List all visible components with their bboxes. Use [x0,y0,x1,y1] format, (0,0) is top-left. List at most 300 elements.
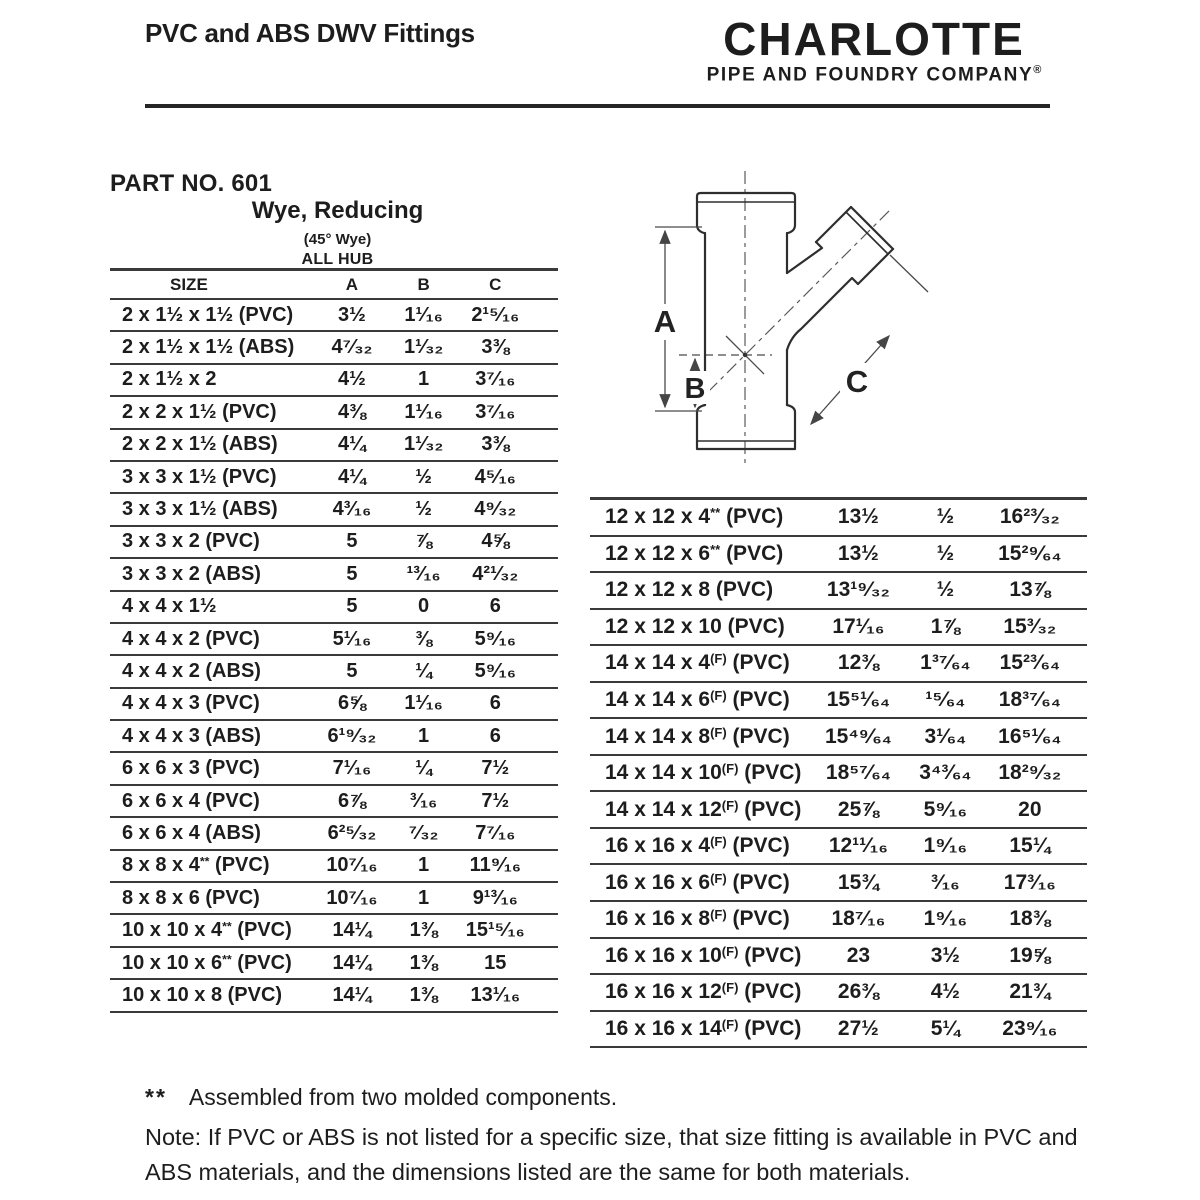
size-text: 4 x 4 x 1½ [122,595,217,618]
table-body-right [590,500,1087,1048]
size-text: 3 x 3 x 2 [122,530,200,553]
table-header-row [110,271,558,300]
dim-c-cell: 3⁷⁄₁₆ [475,400,516,423]
part-hub-note: ALL HUB [301,251,374,268]
size-cell [110,790,316,813]
table-row [110,980,558,1012]
dim-a-cell: 6⅝ [338,692,366,715]
size-material: (PVC) [726,834,790,858]
dim-a-cell: 4½ [338,368,366,391]
dim-a-cell: 26⅜ [837,980,879,1004]
dim-a-cell: 15⁵¹⁄₆₄ [826,688,890,711]
size-cell [590,944,814,968]
dim-c-cell: 15¹⁵⁄₁₆ [465,919,525,942]
size-material: (PVC) [726,870,790,894]
table-row [110,397,558,429]
size-cell [110,854,316,877]
size-material: (PVC) [738,980,802,1004]
dim-c-cell: 18⅜ [1009,907,1051,931]
size-footnote-marker: (F) [710,834,727,850]
dim-b-cell: 1⅜ [409,919,438,942]
brand-tagline [698,64,1050,86]
size-text: 3 x 3 x 2 [122,562,200,585]
table-body-left [110,300,558,1013]
size-cell [590,725,814,749]
table-row [590,610,1087,647]
size-cell [110,304,316,327]
dim-a-cell: 4⅜ [338,400,366,423]
table-row [110,915,558,947]
size-footnote-marker: (F) [710,724,727,740]
size-cell [110,952,316,975]
size-cell [110,595,316,618]
size-cell [590,798,814,822]
size-text: 14 x 14 x 8 [605,724,711,748]
dim-c-cell: 5⁹⁄₁₆ [474,659,516,682]
size-text: 8 x 8 x 4 [122,854,200,877]
size-cell [110,887,316,910]
size-material: (ABS) [233,336,295,359]
table-row [590,792,1087,829]
table-row [590,829,1087,866]
dim-b-cell: 1⅜ [409,951,438,974]
dim-c-cell: 3⅜ [481,433,510,456]
size-material: (PVC) [231,919,292,942]
size-text: 2 x 1½ x 1½ [122,336,234,359]
table-row [590,975,1087,1012]
table-row [110,430,558,462]
dim-b-cell: 5⁹⁄₁₆ [923,797,968,821]
table-row [110,494,558,526]
dim-c-cell: 6 [489,692,501,715]
size-text: 2 x 1½ x 1½ [122,303,234,326]
size-material: (PVC) [199,789,260,812]
size-footnote-marker: (F) [710,651,727,667]
center-crosshair [679,336,772,374]
dim-a-cell: 23 [846,943,871,967]
dim-c-cell: 18²⁹⁄₃₂ [998,761,1062,785]
dim-a-cell: 13½ [837,505,879,529]
dim-c-cell: 16⁵¹⁄₆₄ [998,724,1062,748]
column-header-size: SIZE [170,274,208,294]
dim-a-cell: 5¹⁄₁₆ [332,627,372,650]
brand-tagline-text: PIPE AND FOUNDRY COMPANY [706,64,1034,86]
size-cell [590,1017,814,1041]
size-text: 16 x 16 x 4 [605,834,711,858]
dim-c-cell: 4²¹⁄₃₂ [472,562,519,585]
dim-b-cell: ³⁄₁₆ [930,870,960,894]
dim-b-cell: 1⅞ [930,614,960,638]
dim-b-cell: ⅜ [415,627,432,650]
dim-a-cell: 12⅜ [837,651,879,675]
size-text: 8 x 8 x 6 [122,886,200,909]
dim-a-cell: 5 [346,530,358,553]
size-cell [590,578,814,602]
dim-c-cell: 20 [1018,797,1042,821]
size-cell [110,530,316,553]
table-row [590,719,1087,756]
dim-b-cell: 1 [418,368,430,391]
size-material: (PVC) [738,1016,802,1040]
dim-b-cell: 1⅜ [409,983,438,1006]
size-text: 12 x 12 x 6 [605,541,711,565]
part-heading [205,197,470,269]
size-material: (PVC) [199,692,260,715]
size-footnote-marker: (F) [721,1017,739,1033]
size-text: 14 x 14 x 10 [605,761,722,785]
dim-a-cell: 17¹⁄₁₆ [832,614,885,638]
size-cell [110,336,316,359]
dim-a-cell: 13¹⁹⁄₃₂ [826,578,890,602]
header-rule [145,104,1050,108]
table-row [590,573,1087,610]
size-cell [590,907,814,931]
size-cell [110,725,316,748]
size-cell [590,980,814,1004]
size-material: (ABS) [199,724,261,747]
size-material: (PVC) [738,761,802,785]
dim-label-b: B [684,373,706,405]
dim-b-cell: ½ [415,465,432,488]
size-material: (PVC) [231,951,292,974]
dim-c-cell: 16²³⁄₃₂ [999,505,1060,529]
table-row [590,537,1087,574]
size-text: 14 x 14 x 6 [605,688,711,711]
dim-a-cell: 6¹⁹⁄₃₂ [327,724,377,747]
dim-a-cell: 4¼ [338,465,366,488]
size-footnote-marker: (F) [721,943,739,959]
dim-c-cell: 11⁹⁄₁₆ [469,854,521,877]
dim-c-cell: 15 [484,951,507,974]
size-cell [590,761,814,785]
table-row [590,939,1087,976]
size-text: 4 x 4 x 3 [122,724,200,747]
size-material: (PVC) [726,724,790,748]
dim-b-cell: ½ [415,498,432,521]
size-cell [110,563,316,586]
dim-c-cell: 7½ [481,789,510,812]
size-material: (PVC) [199,757,260,780]
dim-a-cell: 14¼ [332,951,372,974]
dim-a-cell: 15⁴⁹⁄₆₄ [824,724,892,748]
table-row [110,851,558,883]
size-material: (ABS) [199,821,261,844]
company-logo [698,13,1050,86]
dim-c-cell: 18³⁷⁄₆₄ [998,688,1061,711]
dim-a-cell: 14¼ [332,983,372,1006]
size-footnote-marker: (F) [721,761,739,777]
note-text: Note: If PVC or ABS is not listed for a specific size, that size fitting is available in PVC and ABS materials, and the dimensions listed are the same for both materials. [145,1124,1078,1186]
size-text: 6 x 6 x 4 [122,821,200,844]
dim-b-cell: 1¹⁄₁₆ [404,400,443,423]
dim-b-cell: 1¹⁄₃₂ [403,336,444,359]
size-material: (PVC) [726,688,790,711]
size-cell [590,505,814,529]
dim-c-cell: 15³⁄₃₂ [1003,614,1057,638]
size-material: (PVC) [726,907,790,931]
part-subtitle: (45° Wye) [303,231,372,248]
dim-c-cell: 5⁹⁄₁₆ [474,627,516,650]
part-number: PART NO. 601 [110,170,272,197]
table-row [110,786,558,818]
dim-b-cell: ½ [936,505,955,529]
size-material: (PVC) [216,465,277,488]
dim-c-cell: 4⁵⁄₁₆ [474,465,516,488]
page-title: PVC and ABS DWV Fittings [145,18,475,48]
dim-a-cell: 18⁵⁷⁄₆₄ [825,761,891,785]
table-row [590,865,1087,902]
table-row [590,646,1087,683]
fitting-outline [697,193,893,449]
size-material: (PVC) [720,505,784,529]
size-material: (ABS) [216,498,278,521]
dim-b-cell: 3¹⁄₆₄ [924,724,967,748]
column-header-b: B [417,274,430,294]
table-row [110,656,558,688]
size-text: 6 x 6 x 3 [122,757,200,780]
dim-b-cell: ³⁄₁₆ [409,789,438,812]
size-text: 2 x 2 x 1½ [122,400,217,423]
dim-a-cell: 6²⁵⁄₃₂ [327,821,377,844]
table-row [110,721,558,753]
size-material: (ABS) [216,433,278,456]
dim-b-cell: 1¹⁄₁₆ [404,692,443,715]
size-material: (PVC) [233,303,294,326]
size-text: 16 x 16 x 10 [605,943,722,967]
dim-b-cell: 1 [418,854,430,877]
dim-a-cell: 13½ [837,541,879,565]
table-row [110,365,558,397]
size-material: (PVC) [222,983,283,1006]
size-material: (PVC) [726,651,790,675]
dim-b-cell: 1⁹⁄₁₆ [923,907,968,931]
size-footnote-marker: ** [710,505,721,521]
dimension-table-left [110,268,558,1013]
size-footnote-marker: ** [222,919,232,934]
dim-a-cell: 12¹¹⁄₁₆ [828,834,888,858]
size-footnote-marker: ** [710,541,721,557]
size-text: 6 x 6 x 4 [122,789,200,812]
size-material: (PVC) [199,627,260,650]
size-text: 16 x 16 x 12 [605,980,722,1004]
dim-c-cell: 6 [489,724,501,747]
table-row [110,948,558,980]
size-cell [110,692,316,715]
dim-b-cell: 3⁴³⁄₆₄ [919,761,972,785]
dim-a-cell: 10⁷⁄₁₆ [326,854,378,877]
table-row [110,332,558,364]
registered-trademark-symbol: ® [1033,64,1042,76]
dim-c-cell: 15²⁹⁄₆₄ [998,541,1062,565]
dim-c-cell: 3⁷⁄₁₆ [475,368,516,391]
size-text: 4 x 4 x 2 [122,659,200,682]
dim-a-cell: 25⅞ [837,797,879,821]
size-text: 12 x 12 x 4 [605,505,711,529]
size-cell [590,688,814,712]
size-cell [110,401,316,424]
dim-a-cell: 14¼ [332,919,372,942]
size-text: 3 x 3 x 1½ [122,498,217,521]
brand-wordmark: CHARLOTTE [723,13,1025,65]
table-row [590,500,1087,537]
size-cell [110,919,316,942]
dim-a-cell: 4¼ [338,433,366,456]
table-row [110,462,558,494]
dim-a-cell: 3½ [338,303,366,326]
dim-a-cell: 4⁷⁄₃₂ [331,336,373,359]
size-material: (PVC) [738,797,802,821]
dimension-table-right [590,497,1087,1048]
table-row [110,753,558,785]
size-cell [110,498,316,521]
dim-b-cell: 1⁹⁄₁₆ [923,834,968,858]
dim-a-cell: 6⅞ [338,789,366,812]
size-text: 14 x 14 x 4 [605,651,711,675]
dim-b-cell: 1¹⁄₃₂ [403,433,444,456]
dim-c-cell: 15²³⁄₆₄ [999,651,1061,675]
dim-a-cell: 15¾ [837,870,879,894]
dim-b-cell: 1¹⁄₁₆ [404,303,443,326]
size-cell [110,368,316,391]
size-text: 12 x 12 x 8 [605,578,711,602]
dim-b-cell: ⁷⁄₃₂ [408,821,439,844]
dim-a-cell: 7¹⁄₁₆ [332,757,372,780]
dim-b-cell: 4½ [930,980,960,1004]
size-cell [590,834,814,858]
size-material: (ABS) [199,562,261,585]
size-text: 2 x 2 x 1½ [122,433,217,456]
dim-c-cell: 17³⁄₁₆ [1003,870,1056,894]
size-text: 10 x 10 x 8 [122,983,223,1006]
dim-label-c: C [845,364,869,399]
dim-a-cell: 5 [346,562,358,585]
dim-b-cell: 0 [418,595,430,618]
size-text: 10 x 10 x 4 [122,919,223,942]
size-text: 3 x 3 x 1½ [122,465,217,488]
dim-c-cell: 4⁹⁄₃₂ [474,498,517,521]
table-row [590,756,1087,793]
table-row [590,1012,1087,1049]
footnote-marker: ** [145,1084,167,1110]
dim-a-cell: 5 [346,659,358,682]
dim-a-cell: 5 [346,595,358,618]
size-footnote-marker: (F) [721,797,739,813]
size-cell [110,628,316,651]
dim-c-cell: 21¾ [1009,980,1051,1004]
dim-b-cell: ¼ [415,757,432,780]
size-footnote-marker: (F) [710,870,727,886]
dim-a-cell: 27½ [837,1016,879,1040]
size-text: 4 x 4 x 2 [122,627,200,650]
size-footnote-marker: (F) [710,688,727,704]
size-cell [590,615,814,639]
dim-c-cell: 13⅞ [1009,578,1051,602]
size-material: (PVC) [720,541,784,565]
dim-c-cell: 2¹⁵⁄₁₆ [471,303,520,326]
size-material: (PVC) [199,530,260,553]
size-footnote-marker: ** [199,854,210,869]
dim-a-cell: 4³⁄₁₆ [332,498,372,521]
footnote-text: Assembled from two molded components. [188,1084,618,1110]
dim-b-cell: ½ [936,541,955,565]
column-header-c: C [489,274,502,294]
size-cell [590,871,814,895]
dim-c-cell: 7½ [481,757,510,780]
dim-b-cell: 1 [418,886,430,909]
dim-label-a: A [653,304,677,339]
dim-b-cell: 1 [418,724,430,747]
dim-a-cell: 18⁷⁄₁₆ [831,907,886,931]
table-row [110,527,558,559]
dim-b-cell: 1³⁷⁄₆₄ [920,651,971,675]
size-material: (PVC) [216,400,277,423]
size-footnote-marker: (F) [721,980,739,996]
table-row [590,902,1087,939]
dim-c-cell: 3⅜ [481,336,510,359]
dim-b-cell: 3½ [930,943,960,967]
size-cell [110,466,316,489]
centerlines [708,171,890,465]
table-row [110,883,558,915]
dim-c-cell: 23⁹⁄₁₆ [1002,1016,1058,1040]
size-cell [110,757,316,780]
dim-c-cell: 15¼ [1009,834,1051,858]
dim-c-cell: 19⅝ [1009,943,1051,967]
wye-fitting-diagram [622,165,1092,495]
dim-c-cell: 7⁷⁄₁₆ [475,821,516,844]
dim-b-cell: ⅞ [415,530,432,553]
size-cell [110,822,316,845]
table-row [110,559,558,591]
size-text: 4 x 4 x 3 [122,692,200,715]
size-material: (PVC) [209,854,270,877]
size-cell [110,660,316,683]
size-cell [590,651,814,675]
size-material: (ABS) [199,659,261,682]
footnote-assembled [145,1084,617,1111]
dim-b-cell: ¹³⁄₁₆ [406,562,441,585]
dim-b-cell: 5¼ [930,1016,960,1040]
table-row [110,300,558,332]
dim-c-cell: 6 [489,595,501,618]
table-row [110,818,558,850]
dim-c-cell: 4⅝ [481,530,510,553]
size-material: (PVC) [710,578,774,602]
size-footnote-marker: (F) [710,907,727,923]
table-row [110,592,558,624]
size-cell [590,542,814,566]
size-material: (PVC) [721,614,785,638]
size-material: (PVC) [199,886,260,909]
size-cell [110,984,316,1007]
size-text: 16 x 16 x 6 [605,870,711,894]
size-text: 14 x 14 x 12 [605,797,722,821]
size-material: (PVC) [738,943,802,967]
dim-c-cell: 13¹⁄₁₆ [470,983,521,1006]
column-header-a: A [345,274,359,294]
dim-a-cell: 10⁷⁄₁₆ [326,886,378,909]
table-row [590,683,1087,720]
size-text: 16 x 16 x 14 [605,1016,722,1040]
table-row [110,624,558,656]
table-row [110,689,558,721]
size-cell [110,433,316,456]
size-text: 12 x 12 x 10 [605,614,722,638]
dim-b-cell: ¼ [415,659,432,682]
dim-b-cell: ½ [936,578,955,602]
dim-c-cell: 9¹³⁄₁₆ [472,886,518,909]
size-text: 10 x 10 x 6 [122,951,223,974]
